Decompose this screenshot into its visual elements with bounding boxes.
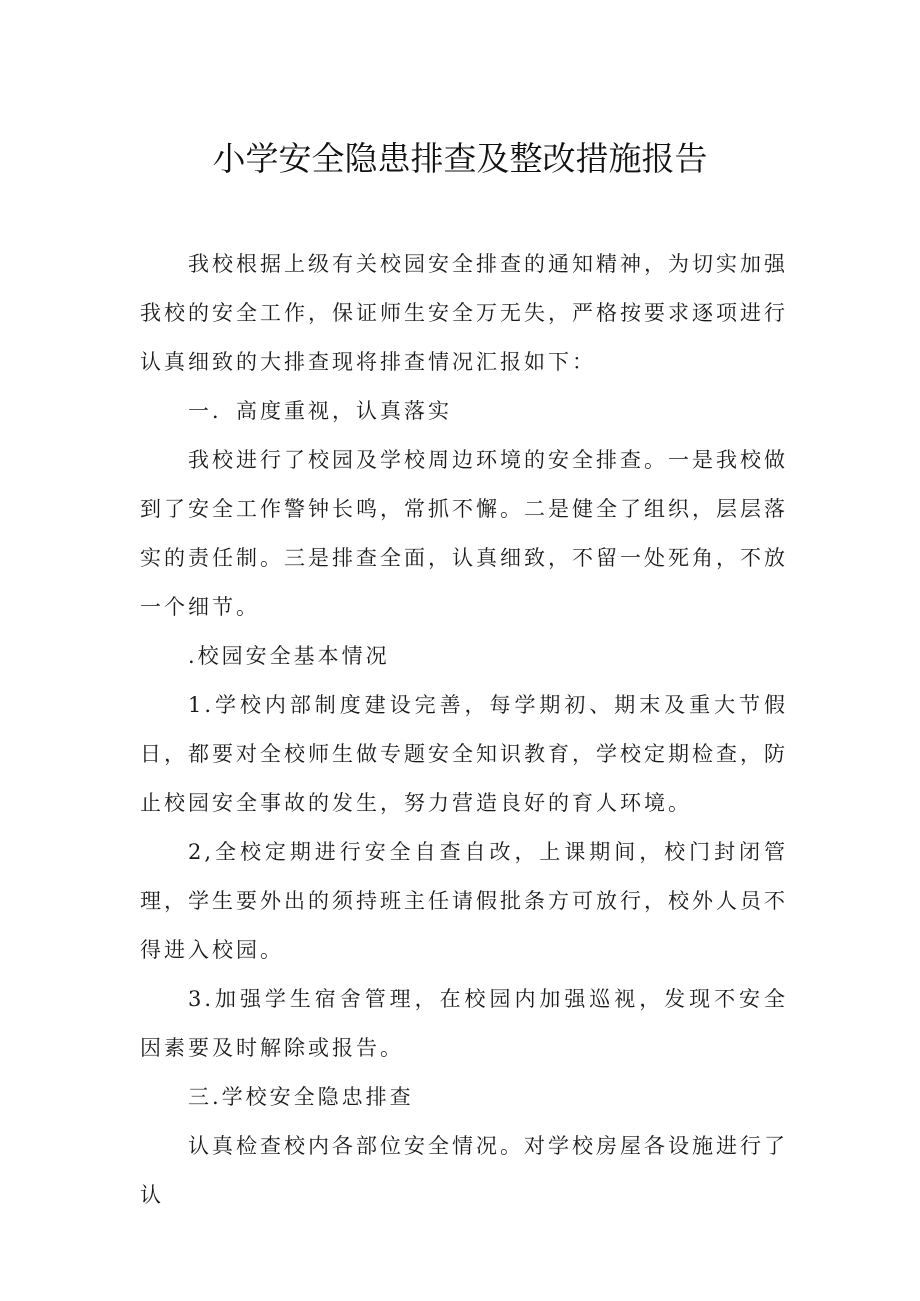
section-3-paragraph: 认真检查校内各部位安全情况。对学校房屋各设施进行了认: [140, 1134, 788, 1207]
section-heading-3: 三.学校安全隐忠排查: [188, 1085, 414, 1109]
document-body: [140, 240, 788, 1220]
document-title: 小学安全隐患排查及整改措施报告: [212, 139, 708, 178]
section-1-paragraph: 我校进行了校园及学校周边环境的安全排查。一是我校做到了安全工作警钟长鸣，常抓不懈。二是健全了组织，层层落实的责任制。三是排查全面，认真细致，不留一处死角，不放一个细节。: [140, 448, 788, 619]
item-3-paragraph: 3.加强学生宿舍管理，在校园内加强巡视，发现不安全因素要及时解除或报告。: [140, 987, 788, 1060]
item-1-paragraph: 1.学校内部制度建设完善，每学期初、期末及重大节假日，都要对全校师生做专题安全知识教育，学校定期检查，防止校园安全事故的发生，努力营造良好的育人环境。: [140, 693, 788, 815]
intro-paragraph: 我校根据上级有关校园安全排查的通知精神，为切实加强我校的安全工作，保证师生安全万无失，严格按要求逐项进行认真细致的大排查现将排查情况汇报如下：: [140, 252, 788, 374]
item-2-paragraph: 2,全校定期进行安全自查自改，上课期间，校门封闭管理，学生要外出的须持班主任请假批条方可放行，校外人员不得进入校园。: [140, 840, 788, 962]
section-heading-2: .校园安全基本情况: [188, 644, 390, 668]
section-heading-1: 一．高度重视，认真落实: [188, 399, 452, 423]
